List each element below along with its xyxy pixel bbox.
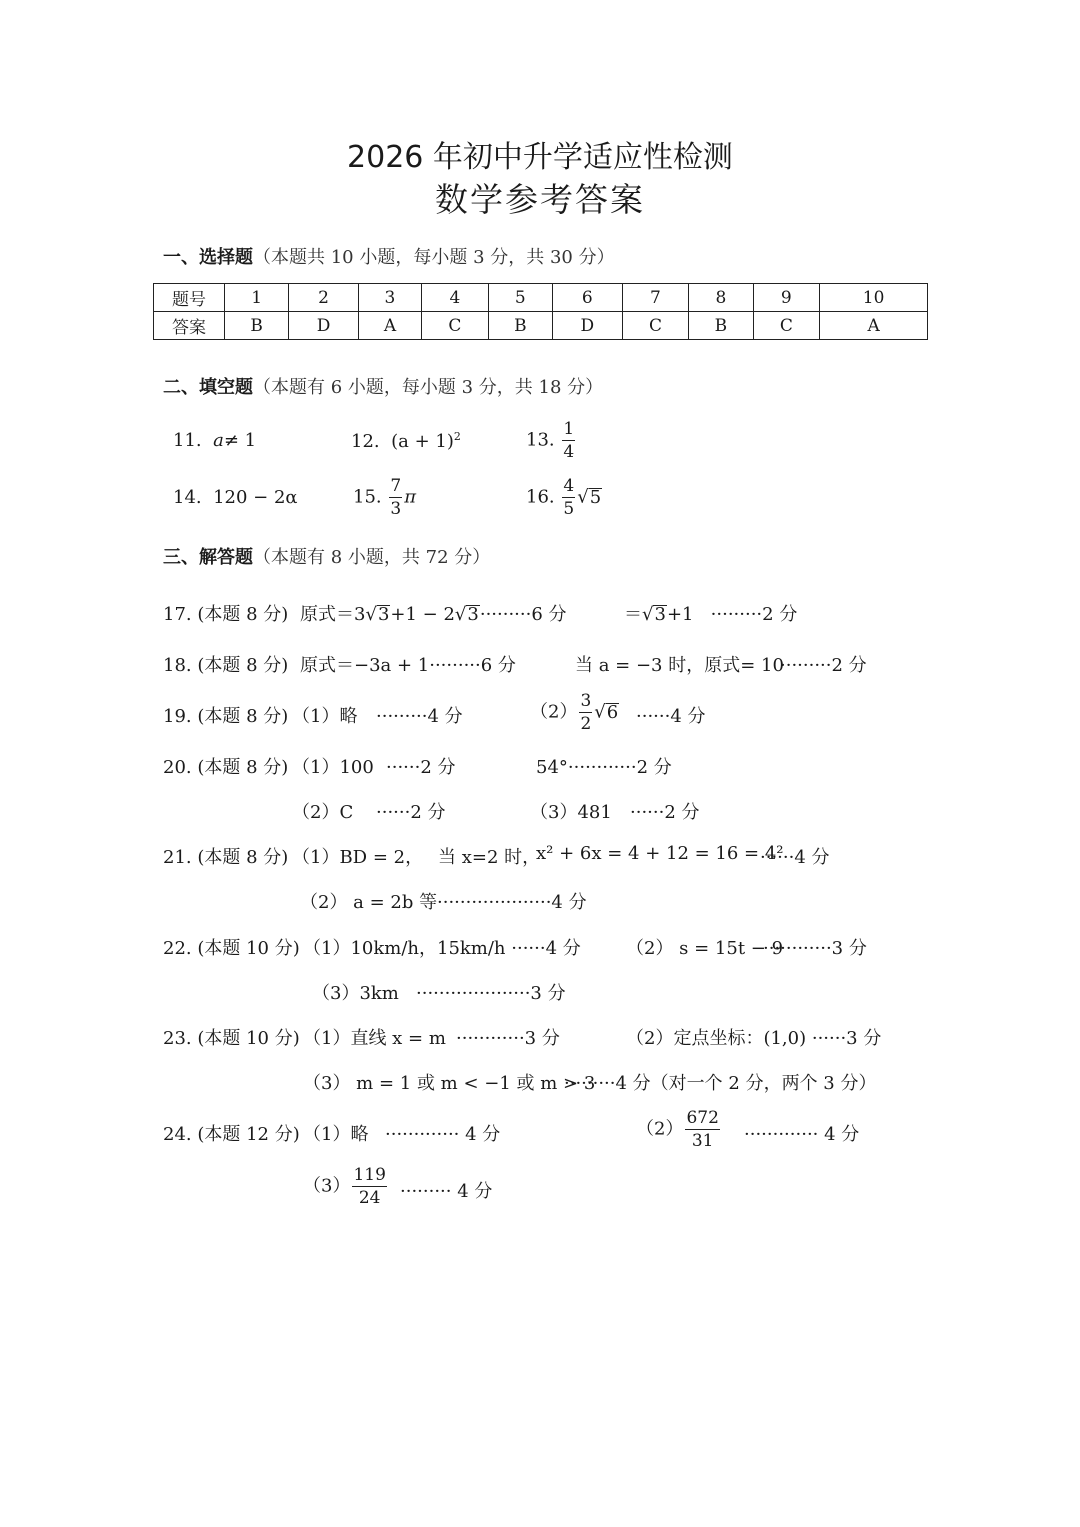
section-choice-heading — [163, 243, 615, 269]
question-number-cell: 5 — [488, 284, 552, 312]
question-number-cell: 7 — [622, 284, 689, 312]
answer-20-angle: 54°············2 分 — [536, 757, 672, 778]
answer-20-part-2: （2）C — [292, 802, 354, 823]
row-label: 题号 — [154, 284, 225, 312]
answer-cell: B — [488, 312, 552, 340]
section-title: 三、解答题 — [163, 547, 253, 568]
question-number-cell: 4 — [422, 284, 489, 312]
answer-12: 12. $(a + 1)^2$ — [351, 430, 461, 452]
answer-cell: C — [753, 312, 820, 340]
section-note: （本题共 10 小题，每小题 3 分，共 30 分） — [253, 247, 615, 268]
fraction: $\frac{119}{24}$ — [353, 1165, 386, 1208]
answer-22-score-2: ············3 分 — [763, 938, 867, 959]
answer-24-score-3: ········· 4 分 — [400, 1181, 493, 1202]
section-note: （本题有 8 小题，共 72 分） — [253, 547, 491, 568]
fraction: $\frac{4}{5}$ — [563, 476, 575, 519]
answer-16: 16. $\frac{4}{5}$ √5 — [526, 476, 602, 519]
answer-14: 14. 120 − 2α — [173, 487, 298, 508]
fraction: $\frac{672}{31}$ — [686, 1108, 719, 1151]
section-note: （本题有 6 小题，每小题 3 分，共 18 分） — [253, 377, 604, 398]
answer-21-equation: x² + 6x = 4 + 12 = 16 = 4² — [536, 843, 784, 864]
answer-20-score-3: ······2 分 — [630, 802, 700, 823]
section-title: 一、选择题 — [163, 247, 253, 268]
question-number-cell: 2 — [289, 284, 359, 312]
answer-22-label: 22. (本题 10 分) — [163, 938, 300, 959]
answer-23-score-3: ·········4 分（对一个 2 分，两个 3 分） — [564, 1073, 877, 1094]
answer-18-part-b: 当 a = −3 时，原式= 10 — [575, 655, 784, 676]
section-fill-heading — [163, 373, 603, 399]
answer-23-part-3: （3） m = 1 或 m < −1 或 m > 3 — [303, 1073, 596, 1094]
answer-24-label: 24. (本题 12 分) — [163, 1124, 300, 1145]
answer-cell: A — [358, 312, 421, 340]
answer-17-part-b: ＝√3+1 ·········2 分 — [624, 604, 798, 625]
section-title: 二、填空题 — [163, 377, 253, 398]
question-number-cell: 8 — [689, 284, 753, 312]
answer-22-part-3: （3）3km — [312, 983, 399, 1004]
answer-cell: C — [422, 312, 489, 340]
answer-table — [153, 283, 928, 340]
answer-cell: D — [552, 312, 622, 340]
answer-24-part-1: （1）略 — [303, 1124, 369, 1145]
answer-cell: B — [689, 312, 753, 340]
answer-13: 13. $\frac{1}{4}$ — [526, 419, 575, 462]
answer-19-score-2: ······4 分 — [636, 706, 706, 727]
question-number-cell: 3 — [358, 284, 421, 312]
table-row-answers — [154, 312, 928, 340]
answer-20-label: 20. (本题 8 分) — [163, 757, 289, 778]
fraction: $\frac{7}{3}$ — [390, 476, 402, 519]
answer-22-part-2: （2） s = 15t − 9 — [626, 938, 784, 959]
answer-18-score: ·········2 分 — [780, 655, 867, 676]
table-row-numbers — [154, 284, 928, 312]
question-number-cell: 1 — [225, 284, 289, 312]
answer-23-part-1: （1）直线 x = m — [303, 1028, 446, 1049]
answer-20-score-1: ······2 分 — [386, 757, 456, 778]
answer-22-score-3: ····················3 分 — [416, 983, 566, 1004]
answer-24-score-2: ············· 4 分 — [744, 1124, 860, 1145]
answer-19-part-2: （2） $\frac{3}{2}$ √6 — [530, 691, 619, 734]
answer-18-part-a: 原式＝−3a + 1·········6 分 — [300, 655, 516, 676]
page-subtitle: 数学参考答案 — [435, 180, 645, 219]
answer-21-part-1: （1）BD = 2， — [292, 847, 424, 868]
answer-20-score-2: ······2 分 — [376, 802, 446, 823]
answer-21-score-2: ····················4 分 — [437, 892, 587, 913]
answer-cell: A — [820, 312, 928, 340]
answer-cell: B — [225, 312, 289, 340]
answer-24-part-2: （2） $\frac{672}{31}$ — [636, 1108, 719, 1151]
answer-15: 15. $\frac{7}{3}$ π — [353, 476, 417, 519]
answer-17-label: 17. (本题 8 分) — [163, 604, 289, 625]
answer-23-part-2: （2）定点坐标：(1,0) ······3 分 — [626, 1028, 882, 1049]
answer-21-score-1: ······4 分 — [760, 847, 830, 868]
answer-20-part-3: （3）481 — [530, 802, 612, 823]
answer-19-part-1: （1）略 — [292, 706, 358, 727]
question-number-cell: 9 — [753, 284, 820, 312]
answer-21-condition: 当 x=2 时， — [438, 847, 541, 868]
answer-22-part-1: （1）10km/h，15km/h ······4 分 — [303, 938, 581, 959]
answer-23-label: 23. (本题 10 分) — [163, 1028, 300, 1049]
answer-cell: C — [622, 312, 689, 340]
answer-19-label: 19. (本题 8 分) — [163, 706, 289, 727]
answer-19-score-1: ·········4 分 — [376, 706, 463, 727]
answer-24-score-1: ············· 4 分 — [385, 1124, 501, 1145]
answer-18-label: 18. (本题 8 分) — [163, 655, 289, 676]
answer-17-part-a: 原式＝3√3+1 − 2√3·········6 分 — [300, 604, 567, 625]
answer-23-score-1: ············3 分 — [456, 1028, 560, 1049]
page-title: 2026 年初中升学适应性检测 — [347, 140, 733, 175]
answer-21-label: 21. (本题 8 分) — [163, 847, 289, 868]
fraction: $\frac{1}{4}$ — [563, 419, 575, 462]
answer-20-part-1: （1）100 — [292, 757, 374, 778]
fraction: $\frac{3}{2}$ — [580, 691, 592, 734]
answer-11: 11. a≠ 1 — [173, 430, 257, 451]
question-number-cell: 6 — [552, 284, 622, 312]
row-label: 答案 — [154, 312, 225, 340]
question-number-cell: 10 — [820, 284, 928, 312]
answer-24-part-3: （3） $\frac{119}{24}$ — [303, 1165, 386, 1208]
section-solve-heading — [163, 543, 490, 569]
answer-cell: D — [289, 312, 359, 340]
answer-21-part-2: （2） a = 2b 等 — [300, 892, 438, 913]
